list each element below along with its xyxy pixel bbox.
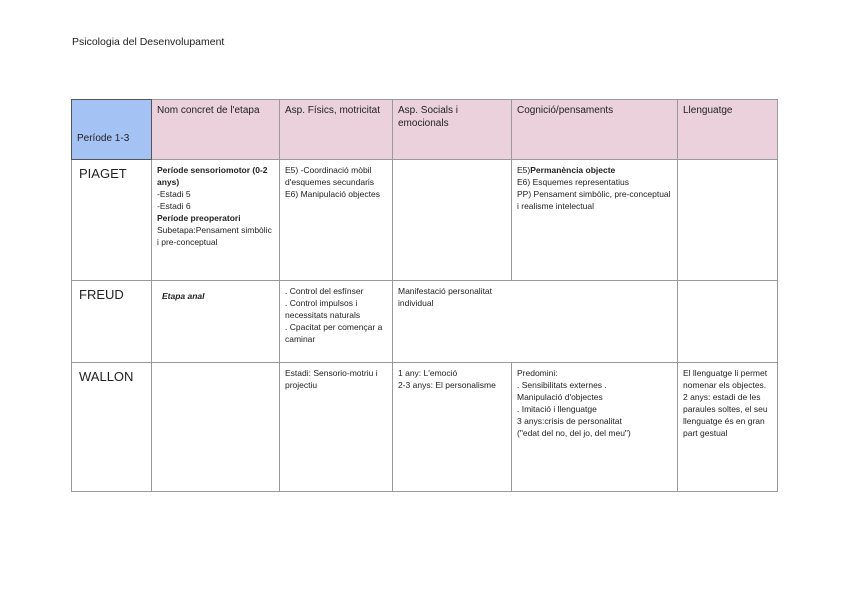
wallon-cognition-cell [512, 363, 678, 492]
wallon-cognition-line-1: Predomini: [517, 368, 558, 378]
wallon-social-cell [393, 363, 512, 492]
row-label-freud: FREUD [72, 281, 152, 363]
piaget-cognition-cell [512, 160, 678, 281]
table-row-piaget [72, 160, 778, 281]
table-row-freud [72, 281, 778, 363]
piaget-social-cell [393, 160, 512, 281]
wallon-cognition-line-3: Manipulació d'objectes [517, 392, 603, 402]
piaget-cognition-line-1 [517, 164, 672, 176]
piaget-cognition-prefix: E5) [517, 165, 531, 175]
header-row [72, 100, 778, 160]
document-title: Psicologia del Desenvolupament [72, 36, 225, 48]
wallon-language-cell: El llenguatge li permet nomenar els objectes. 2 anys: estadi de les paraules soltes, el seu llenguatge és en gran part gestual [678, 363, 778, 492]
header-cognition: Cognició/pensaments [512, 100, 678, 160]
piaget-physical-cell [280, 160, 393, 281]
wallon-stage-cell [152, 363, 280, 492]
piaget-stage-line-4: Període preoperatori [157, 213, 241, 223]
piaget-stage-line-3: -Estadi 6 [157, 201, 191, 211]
freud-physical-line-1: . Control del esfínser [285, 286, 364, 296]
freud-social-text: Manifestació personalitat individual [398, 286, 493, 308]
row-label-piaget: PIAGET [72, 160, 152, 281]
wallon-social-line-2: 2-3 anys: El personalisme [398, 380, 496, 390]
piaget-stage-line-2: -Estadi 5 [157, 189, 191, 199]
development-table [71, 99, 778, 492]
wallon-physical-cell: Estadi: Sensorio-motriu i projectiu [280, 363, 393, 492]
wallon-cognition-line-6: ("edat del no, del jo, del meu") [517, 428, 631, 438]
freud-stage-cell [152, 281, 280, 363]
freud-stage-text: Etapa anal [162, 291, 205, 301]
piaget-physical-line-1: E5) -Coordinació mòbil d'esquemes secundaris [285, 165, 375, 187]
freud-language-cell [678, 281, 778, 363]
table-row-wallon [72, 363, 778, 492]
header-stage: Nom concret de l'etapa [152, 100, 280, 160]
piaget-cognition-line-2: E6) Esquemes representatius [517, 177, 629, 187]
header-physical: Asp. Físics, motricitat [280, 100, 393, 160]
piaget-stage-cell [152, 160, 280, 281]
freud-physical-cell [280, 281, 393, 363]
piaget-cognition-highlight: Permanència objecte [530, 165, 616, 175]
wallon-cognition-line-5: 3 anys:crisis de personalitat [517, 416, 622, 426]
freud-social-cognition-cell [393, 281, 678, 363]
freud-physical-line-2: . Control impulsos i necessitats naturals [285, 298, 361, 320]
piaget-stage-line-1: Període sensoriomotor (0-2 anys) [157, 165, 268, 187]
header-language: Llenguatge [678, 100, 778, 160]
piaget-stage-line-5: Subetapa:Pensament simbòlic i pre-conceptual [157, 225, 272, 247]
wallon-cognition-line-4: . Imitació i llenguatge [517, 404, 597, 414]
wallon-social-line-1: 1 any: L'emoció [398, 368, 458, 378]
header-social: Asp. Socials i emocionals [393, 100, 512, 160]
piaget-cognition-line-3: PP) Pensament simbòlic, pre-conceptual i realisme intelectual [517, 189, 671, 211]
freud-physical-line-3: . Cpacitat per començar a caminar [285, 322, 383, 344]
piaget-language-cell [678, 160, 778, 281]
wallon-cognition-line-2: . Sensibilitats externes . [517, 380, 607, 390]
piaget-physical-line-2: E6) Manipulació objectes [285, 189, 380, 199]
row-label-wallon: WALLON [72, 363, 152, 492]
header-period: Període 1-3 [72, 100, 152, 160]
